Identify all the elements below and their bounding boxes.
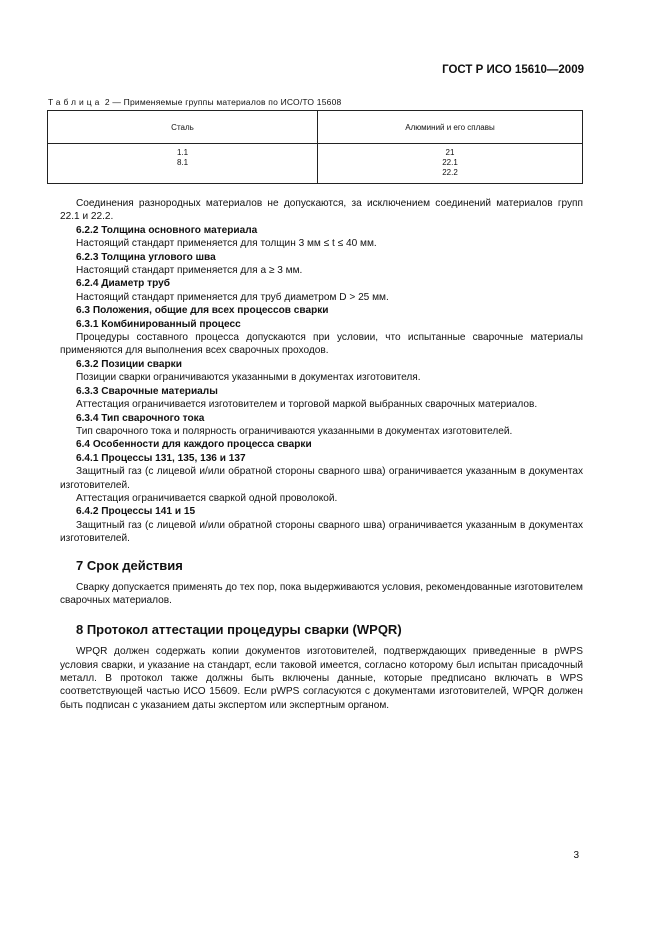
- col-steel-header: Сталь: [48, 111, 318, 144]
- document-body: [60, 197, 583, 712]
- standard-header: ГОСТ Р ИСО 15610—2009: [442, 64, 584, 76]
- table-caption-text: 2 — Применяемые группы материалов по ИСО/ТО 15608: [104, 97, 342, 107]
- paragraph: Сварку допускается применять до тех пор, пока выдерживаются условия, рекомендованные изготовителем сварочных материалов.: [60, 581, 583, 607]
- subsection-heading: 6.4.1 Процессы 131, 135, 136 и 137: [76, 452, 246, 464]
- paragraph: Защитный газ (с лицевой и/или обратной стороны сварного шва) ограничивается указанным в документах изготовителей.: [60, 519, 583, 545]
- paragraph: Процедуры составного процесса допускаются при условии, что испытанные сварочные материалы применяются для выполнения всех сварочных проходов.: [60, 332, 583, 357]
- subsection-heading: 6.4.2 Процессы 141 и 15: [76, 506, 196, 518]
- paragraph: Настоящий стандарт применяется для толщин 3 мм ≤ t ≤ 40 мм.: [76, 238, 377, 250]
- paragraph: Аттестация ограничивается изготовителем и торговой маркой выбранных сварочных материалов.: [76, 399, 538, 411]
- paragraph: Позиции сварки ограничиваются указанными в документах изготовителя.: [76, 372, 421, 384]
- paragraph: Аттестация ограничивается сваркой одной проволокой.: [76, 492, 338, 504]
- subsection-heading: 6.3.2 Позиции сварки: [76, 358, 182, 370]
- paragraph: Соединения разнородных материалов не допускаются, за исключением соединений материалов групп 22.1 и 22.2.: [60, 198, 583, 223]
- paragraph: Тип сварочного тока и полярность ограничиваются указанными в документах изготовителей.: [76, 425, 513, 437]
- table-caption: [48, 97, 341, 107]
- subsection-heading: 6.2.2 Толщина основного материала: [76, 224, 258, 236]
- table-row: [48, 144, 583, 184]
- paragraph: Настоящий стандарт применяется для труб диаметром D > 25 мм.: [76, 291, 389, 303]
- steel-groups: 1.1 8.1: [48, 144, 318, 184]
- materials-table: [47, 110, 583, 184]
- paragraph: WPQR должен содержать копии документов изготовителей, подтверждающих приведенные в pWPS условия сварки, и указание на стандарт, если таковой имеется, согласно которому был испытан присадочный металл. В протокол также должны быть включены данные, которые предписано включать в WPS соответствующей частью ИСО 15609. Если pWPS согласуются с документами изготовителей, WPQR должен быть подписан с указанием даты экспертом или экспертным органом.: [60, 646, 583, 711]
- aluminium-groups: 21 22.1 22.2: [318, 144, 583, 184]
- subsection-heading: 6.3.3 Сварочные материалы: [76, 385, 218, 397]
- paragraph: Защитный газ (с лицевой и/или обратной стороны сварного шва) ограничивается указанным в документах изготовителей.: [60, 466, 583, 491]
- section-heading: 8 Протокол аттестации процедуры сварки (WPQR): [76, 621, 402, 637]
- subsection-heading: 6.4 Особенности для каждого процесса сварки: [76, 439, 312, 451]
- subsection-heading: 6.3.4 Тип сварочного тока: [76, 412, 205, 424]
- subsection-heading: 6.3.1 Комбинированный процесс: [76, 318, 241, 330]
- subsection-heading: 6.3 Положения, общие для всех процессов сварки: [76, 305, 329, 317]
- col-aluminium-header: Алюминий и его сплавы: [318, 111, 583, 144]
- table-header-row: [48, 111, 583, 144]
- table-caption-label: Таблица: [48, 97, 103, 107]
- page-number: 3: [573, 850, 579, 861]
- subsection-heading: 6.2.3 Толщина углового шва: [76, 251, 216, 263]
- subsection-heading: 6.2.4 Диаметр труб: [76, 278, 170, 290]
- paragraph: Настоящий стандарт применяется для a ≥ 3 мм.: [76, 265, 303, 277]
- section-heading: 7 Срок действия: [76, 557, 183, 573]
